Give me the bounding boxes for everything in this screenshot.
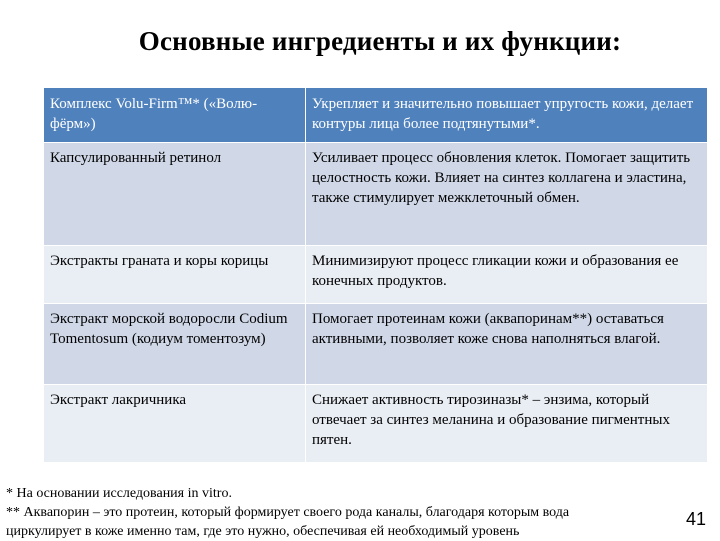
ingredient-cell: Комплекс Volu-Firm™* («Волю-фёрм») — [44, 88, 306, 143]
function-cell: Усиливает процесс обновления клеток. Помогает защитить целостность кожи. Влияет на синтез коллагена и эластина, также стимулирует межклеточный обмен. — [306, 143, 708, 246]
ingredient-cell: Капсулированный ретинол — [44, 143, 306, 246]
function-cell: Снижает активность тирозиназы* – энзима, который отвечает за синтез меланина и образование пигментных пятен. — [306, 385, 708, 463]
table-row — [44, 304, 708, 385]
ingredient-cell: Экстракт морской водоросли Codium Tomentosum (кодиум томентозум) — [44, 304, 306, 385]
page-number: 41 — [686, 509, 707, 529]
function-cell: Помогает протеинам кожи (аквапоринам**) оставаться активными, позволяет коже снова наполняться влагой. — [306, 304, 708, 385]
footnote-2: ** Аквапорин – это протеин, который формирует своего рода каналы, благодаря которым вода — [6, 505, 570, 520]
footnote-3: циркулирует в коже именно там, где это нужно, обеспечивая ей необходимый уровень — [6, 524, 520, 539]
table-row — [44, 246, 708, 304]
footnotes — [6, 484, 666, 541]
ingredient-cell: Экстракт лакричника — [44, 385, 306, 463]
function-cell: Минимизируют процесс гликации кожи и образования ее конечных продуктов. — [306, 246, 708, 304]
footnote-1: * На основании исследования in vitro. — [6, 486, 232, 501]
ingredient-cell: Экстракты граната и коры корицы — [44, 246, 306, 304]
table-row — [44, 88, 708, 143]
slide-title: Основные ингредиенты и их функции: — [138, 26, 622, 56]
function-cell: Укрепляет и значительно повышает упругость кожи, делает контуры лица более подтянутыми*. — [306, 88, 708, 143]
table-row — [44, 143, 708, 246]
table-row — [44, 385, 708, 463]
ingredients-table — [43, 87, 708, 463]
